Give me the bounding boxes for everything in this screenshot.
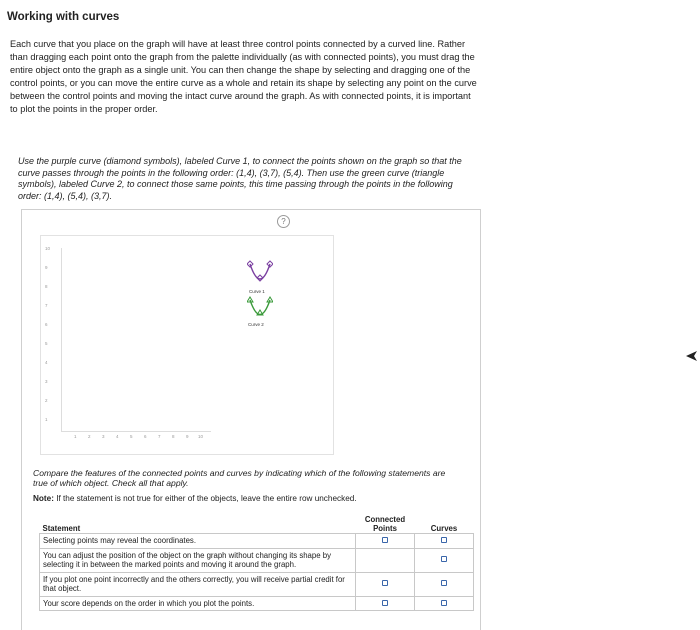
statement-cell: Selecting points may reveal the coordinates. xyxy=(40,534,356,549)
connected-points-checkbox-cell xyxy=(356,534,415,549)
y-tick: 3 xyxy=(45,379,48,384)
y-tick: 2 xyxy=(45,398,48,403)
x-tick: 1 xyxy=(74,434,77,439)
curves-checkbox[interactable] xyxy=(441,580,447,586)
y-tick: 4 xyxy=(45,360,48,365)
y-tick: 5 xyxy=(45,341,48,346)
curves-checkbox-cell xyxy=(415,596,474,611)
curves-checkbox-cell xyxy=(415,548,474,572)
comparison-table xyxy=(39,513,474,611)
table-row xyxy=(40,572,474,596)
curve2-tool-icon[interactable] xyxy=(247,295,273,321)
y-axis xyxy=(61,248,62,431)
section-heading: Working with curves xyxy=(7,11,120,23)
statement-cell: You can adjust the position of the object on the graph without changing its shape by selecting it in between the marked points and moving it around the graph. xyxy=(40,548,356,572)
x-tick: 6 xyxy=(144,434,147,439)
x-tick: 2 xyxy=(88,434,91,439)
curve2-label: Curve 2 xyxy=(248,322,264,327)
compare-instructions: Compare the features of the connected points and curves by indicating which of the following statements are true of which object. Check all that apply. xyxy=(33,468,446,488)
graph-area[interactable] xyxy=(40,235,334,455)
col-header-curves: Curves xyxy=(430,524,458,533)
note-label: Note: xyxy=(33,494,54,503)
intro-text: Each curve that you place on the graph will have at least three control points connected by a curved line. Rather than dragging each point onto the graph from the palette individually (as with connected points), you must drag the entire object onto the graph as a single unit. You can then change the shape by selecting and dragging one of the control points, or you can move the entire curve as a whole and retain its shape by selecting any point on the curve between the control points and moving the intact curve around the graph. As with connected points, it is important to plot the points in the proper order. xyxy=(10,39,477,114)
curve1-label: Curve 1 xyxy=(249,289,265,294)
x-tick: 4 xyxy=(116,434,119,439)
note-text: If the statement is not true for either of the objects, leave the entire row unchecked. xyxy=(56,494,357,503)
statement-cell: If you plot one point incorrectly and the others correctly, you will receive partial credit for that object. xyxy=(40,572,356,596)
x-tick: 5 xyxy=(130,434,133,439)
table-row xyxy=(40,596,474,611)
y-tick: 9 xyxy=(45,265,48,270)
mouse-cursor-icon xyxy=(685,350,699,362)
connected-points-checkbox-cell xyxy=(356,572,415,596)
y-tick: 1 xyxy=(45,417,48,422)
y-tick: 7 xyxy=(45,303,48,308)
y-tick: 8 xyxy=(45,284,48,289)
connected-points-checkbox-cell xyxy=(356,596,415,611)
help-icon[interactable]: ? xyxy=(277,215,290,228)
x-tick: 3 xyxy=(102,434,105,439)
table-row xyxy=(40,548,474,572)
y-tick: 10 xyxy=(45,246,51,251)
col-header-connected-points: Connected Points xyxy=(364,515,406,533)
x-tick: 9 xyxy=(186,434,189,439)
x-tick: 10 xyxy=(198,434,204,439)
connected-points-checkbox[interactable] xyxy=(382,537,388,543)
connected-points-checkbox[interactable] xyxy=(382,580,388,586)
question-panel xyxy=(21,209,481,630)
y-tick: 6 xyxy=(45,322,48,327)
col-header-statement: Statement xyxy=(42,524,81,533)
table-row xyxy=(40,534,474,549)
instruction-text: Use the purple curve (diamond symbols), labeled Curve 1, to connect the points shown on the graph so that the curve passes through the points in the following order: (1,4), (3,7), (5,4). Then use the green curve (triangle symbols), labeled Curve 2, to connect those same points, this time passing through the points in the following order: (1,4), (5,4), (3,7). xyxy=(18,156,462,201)
curve1-tool-icon[interactable] xyxy=(247,260,273,286)
curves-checkbox[interactable] xyxy=(441,600,447,606)
connected-points-checkbox[interactable] xyxy=(382,600,388,606)
connected-points-checkbox-cell xyxy=(356,548,415,572)
statement-cell: Your score depends on the order in which you plot the points. xyxy=(40,596,356,611)
x-tick: 8 xyxy=(172,434,175,439)
x-tick: 7 xyxy=(158,434,161,439)
curves-checkbox-cell xyxy=(415,572,474,596)
x-axis xyxy=(61,431,211,432)
curves-checkbox[interactable] xyxy=(441,556,447,562)
note xyxy=(33,494,357,503)
curves-checkbox-cell xyxy=(415,534,474,549)
curves-checkbox[interactable] xyxy=(441,537,447,543)
